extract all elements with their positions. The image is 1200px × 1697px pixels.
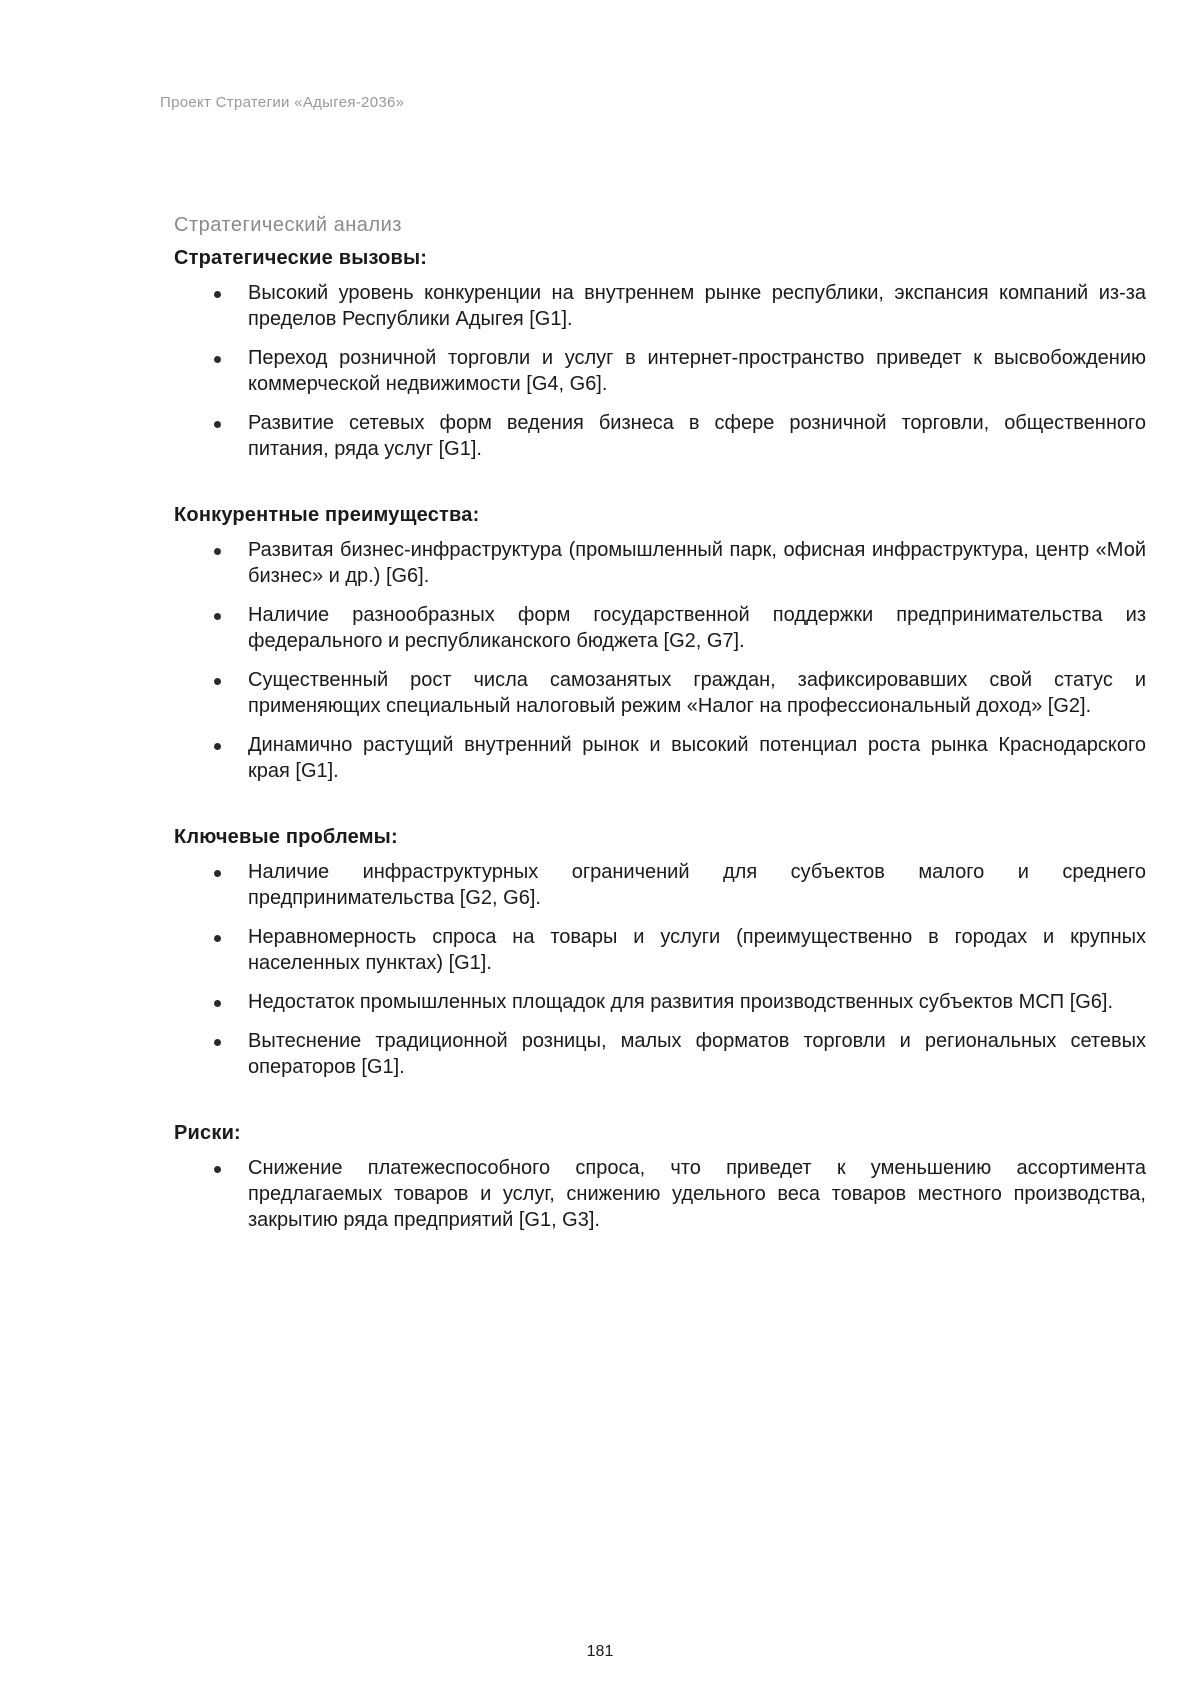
bullet-icon	[214, 743, 221, 750]
section-heading: Ключевые проблемы:	[174, 826, 398, 848]
list-item	[174, 924, 1146, 976]
section-competitive-advantages	[174, 504, 1146, 784]
list-item	[174, 280, 1146, 332]
list-item	[174, 602, 1146, 654]
list-item-text: Существенный рост числа самозанятых граждан, зафиксировавших свой статус и применяющих специальный налоговый режим «Налог на профессиональный доход» [G2].	[248, 669, 1146, 717]
list-item	[174, 732, 1146, 784]
bullet-icon	[214, 291, 221, 298]
list-item	[174, 989, 1146, 1015]
list-item-text: Динамично растущий внутренний рынок и высокий потенциал роста рынка Краснодарского края [G1].	[248, 734, 1146, 782]
document-body	[174, 214, 1146, 1233]
bullet-icon	[214, 1000, 221, 1007]
section-heading: Стратегические вызовы:	[174, 247, 428, 269]
list-item-text: Наличие разнообразных форм государственной поддержки предпринимательства из федерального и республиканского бюджета [G2, G7].	[248, 604, 1146, 652]
list-item	[174, 859, 1146, 911]
running-header: Проект Стратегии «Адыгея-2036»	[160, 94, 405, 111]
section-heading: Риски:	[174, 1122, 241, 1144]
bullet-icon	[214, 613, 221, 620]
list-item-text: Высокий уровень конкуренции на внутреннем рынке республики, экспансия компаний из-за пределов Республики Адыгея [G1].	[248, 282, 1146, 330]
list-item	[174, 345, 1146, 397]
list-item-text: Снижение платежеспособного спроса, что приведет к уменьшению ассортимента предлагаемых товаров и услуг, снижению удельного веса товаров местного производства, закрытию ряда предприятий [G1, G3].	[248, 1157, 1146, 1231]
bullet-icon	[214, 356, 221, 363]
bullet-icon	[214, 870, 221, 877]
bullet-icon	[214, 935, 221, 942]
list-item	[174, 1155, 1146, 1233]
section-kicker: Стратегический анализ	[174, 214, 402, 236]
list-item-text: Недостаток промышленных площадок для развития производственных субъектов МСП [G6].	[248, 991, 1114, 1013]
section-strategic-challenges	[174, 247, 1146, 462]
bullet-icon	[214, 678, 221, 685]
list-item	[174, 537, 1146, 589]
list-item-text: Вытеснение традиционной розницы, малых форматов торговли и региональных сетевых операторов [G1].	[248, 1030, 1146, 1078]
bullet-icon	[214, 1166, 221, 1173]
bullet-icon	[214, 421, 221, 428]
list-item	[174, 1028, 1146, 1080]
bullet-list	[174, 537, 1146, 784]
section-risks	[174, 1122, 1146, 1233]
bullet-list	[174, 280, 1146, 462]
list-item-text: Развитая бизнес-инфраструктура (промышленный парк, офисная инфраструктура, центр «Мой бизнес» и др.) [G6].	[248, 539, 1146, 587]
list-item	[174, 667, 1146, 719]
list-item-text: Переход розничной торговли и услуг в интернет-пространство приведет к высвобождению коммерческой недвижимости [G4, G6].	[248, 347, 1146, 395]
bullet-icon	[214, 1039, 221, 1046]
bullet-list	[174, 1155, 1146, 1233]
list-item	[174, 410, 1146, 462]
section-heading: Конкурентные преимущества:	[174, 504, 480, 526]
page-number: 181	[586, 1643, 614, 1660]
section-key-problems	[174, 826, 1146, 1080]
list-item-text: Наличие инфраструктурных ограничений для субъектов малого и среднего предпринимательства [G2, G6].	[248, 861, 1146, 909]
bullet-icon	[214, 548, 221, 555]
list-item-text: Развитие сетевых форм ведения бизнеса в сфере розничной торговли, общественного питания, ряда услуг [G1].	[248, 412, 1146, 460]
list-item-text: Неравномерность спроса на товары и услуги (преимущественно в городах и крупных населенных пунктах) [G1].	[248, 926, 1146, 974]
bullet-list	[174, 859, 1146, 1080]
